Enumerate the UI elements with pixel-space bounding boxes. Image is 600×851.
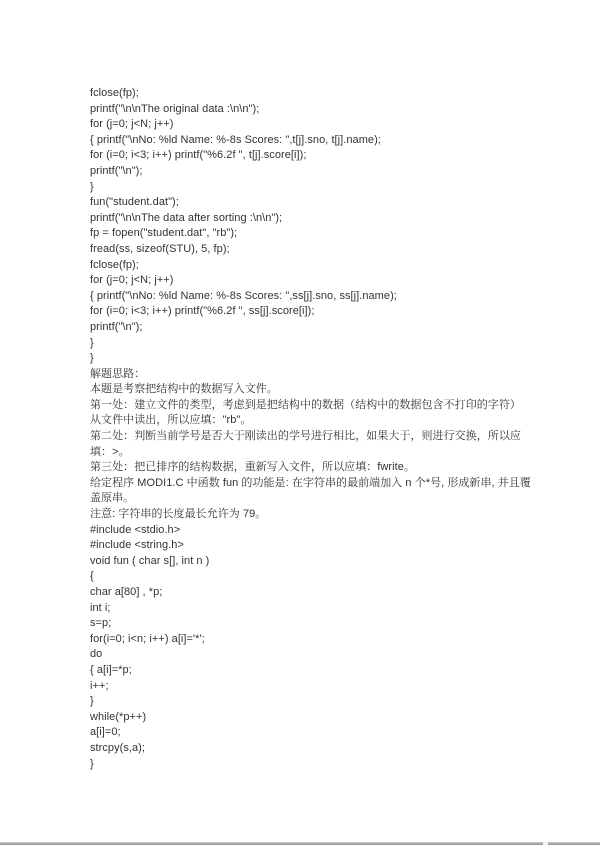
text-line: } <box>90 695 94 708</box>
text-line: 第二处：判断当前学号是否大于刚读出的学号进行相比，如果大于，则进行交换，所以应 <box>90 430 521 443</box>
page-bottom-divider <box>0 842 600 845</box>
text-line: s=p; <box>90 617 112 630</box>
text-line: fclose(fp); <box>90 87 139 99</box>
text-line: } <box>90 757 94 770</box>
text-line: 本题是考察把结构中的数据写入文件。 <box>90 383 278 396</box>
text-line: 填：>。 <box>90 445 130 458</box>
text-line: void fun ( char s[], int n ) <box>90 554 210 567</box>
text-line: { a[i]=*p; <box>90 663 132 676</box>
text-line: while(*p++) <box>90 710 147 723</box>
text-line: 第一处：建立文件的类型，考虑到是把结构中的数据（结构中的数据包含不打印的字符） <box>90 398 521 411</box>
text-line: for (i=0; i<3; i++) printf("%6.2f ", ss[j].score[i]); <box>90 305 315 318</box>
text-line: 盖原串。 <box>90 492 135 505</box>
text-line: fp = fopen("student.dat", "rb"); <box>90 227 238 240</box>
text-line: a[i]=0; <box>90 726 121 739</box>
text-line: for (j=0; j<N; j++) <box>90 118 174 131</box>
text-line: for (i=0; i<3; i++) printf("%6.2f ", t[j].score[i]); <box>90 149 307 162</box>
text-line: #include <string.h> <box>90 539 184 552</box>
text-line: printf("\n"); <box>90 164 143 177</box>
text-line: printf("\n"); <box>90 320 143 333</box>
text-line: { printf("\nNo: %ld Name: %-8s Scores: ",ss[j].sno, ss[j].name); <box>90 289 397 302</box>
text-line: { printf("\nNo: %ld Name: %-8s Scores: ",t[j].sno, t[j].name); <box>90 133 381 146</box>
text-line: { <box>90 570 94 583</box>
text-line: } <box>90 336 94 349</box>
text-line: 从文件中读出，所以应填："rb"。 <box>90 414 252 427</box>
text-line: i++; <box>90 679 109 692</box>
text-line: strcpy(s,a); <box>90 741 145 754</box>
text-line: printf("\n\nThe data after sorting :\n\n"); <box>90 211 283 224</box>
divider-notch <box>543 842 548 845</box>
text-line: char a[80] , *p; <box>90 586 163 598</box>
text-line: fclose(fp); <box>90 258 139 271</box>
text-line: #include <stdio.h> <box>90 523 181 536</box>
text-line: } <box>90 180 94 193</box>
text-line: for (j=0; j<N; j++) <box>90 274 174 287</box>
text-line: for(i=0; i<n; i++) a[i]='*'; <box>90 632 205 645</box>
text-line: do <box>90 648 103 661</box>
text-line: printf("\n\nThe original data :\n\n"); <box>90 102 260 115</box>
text-line: 给定程序 MODI1.C 中函数 fun 的功能是: 在字符串的最前端加入 n 个*号, 形成新串, 并且覆 <box>90 476 531 489</box>
text-line: int i; <box>90 601 111 614</box>
text-line: fun("student.dat"); <box>90 196 179 209</box>
text-line: } <box>90 352 94 365</box>
text-line: fread(ss, sizeof(STU), 5, fp); <box>90 242 230 255</box>
text-line: 第三处：把已排序的结构数据，重新写入文件，所以应填：fwrite。 <box>90 461 415 474</box>
document-text-block <box>90 86 530 772</box>
text-line: 解题思路： <box>90 367 146 380</box>
text-line: 注意: 字符串的长度最长允许为 79。 <box>90 508 267 521</box>
